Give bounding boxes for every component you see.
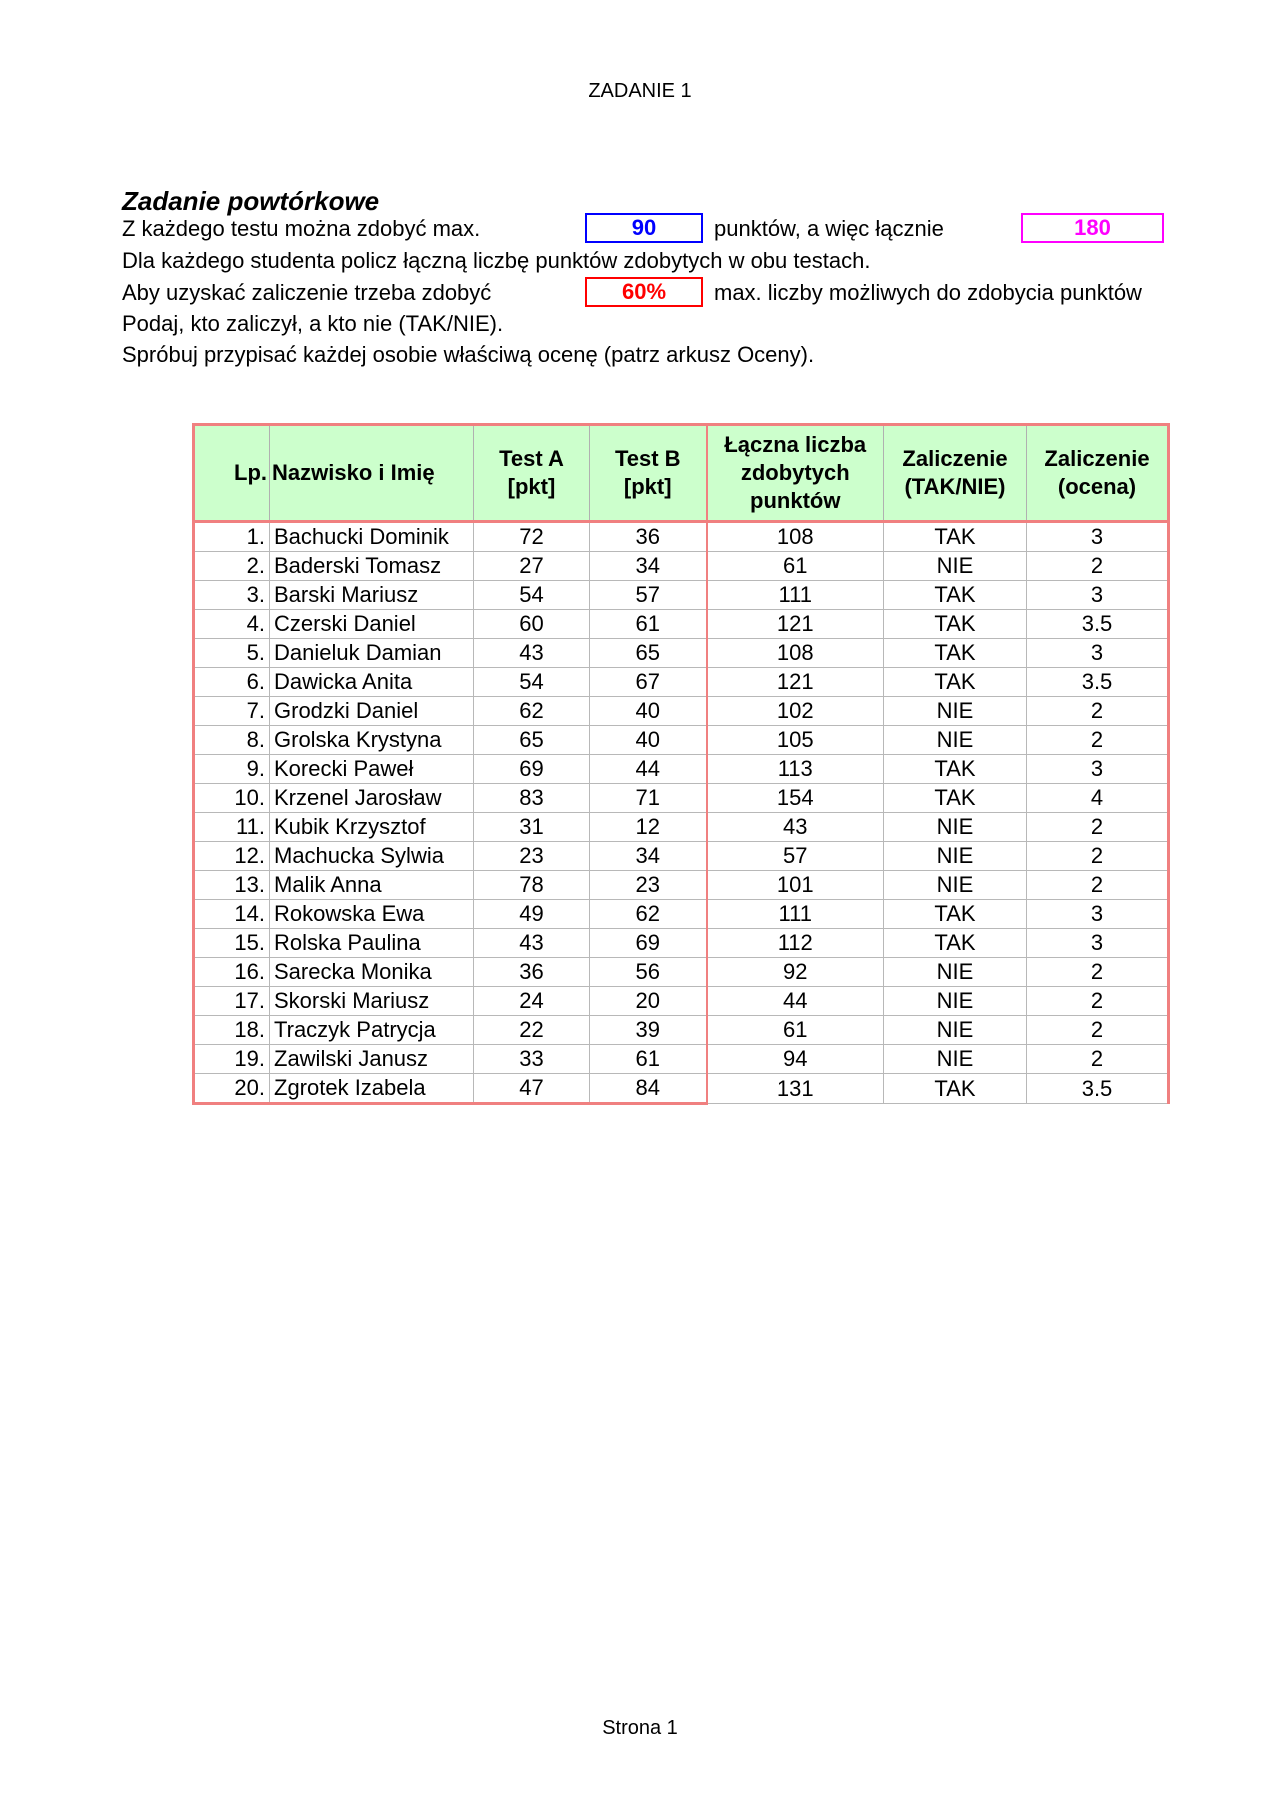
cell-pass: NIE <box>884 552 1027 581</box>
cell-test-a: 43 <box>474 639 590 668</box>
header-pass: Zaliczenie (TAK/NIE) <box>884 425 1027 522</box>
table-body <box>194 522 1169 1104</box>
cell-pass: NIE <box>884 987 1027 1016</box>
cell-total: 112 <box>707 929 884 958</box>
table-row <box>194 958 1169 987</box>
cell-test-b: 40 <box>590 697 707 726</box>
cell-test-b: 84 <box>590 1074 707 1104</box>
cell-test-a: 43 <box>474 929 590 958</box>
task-line-1 <box>122 216 480 242</box>
cell-total: 105 <box>707 726 884 755</box>
cell-pass: TAK <box>884 900 1027 929</box>
cell-grade: 2 <box>1027 987 1169 1016</box>
cell-lp: 12. <box>194 842 270 871</box>
cell-grade: 2 <box>1027 552 1169 581</box>
header-test-a: Test A [pkt] <box>474 425 590 522</box>
cell-name: Czerski Daniel <box>270 610 474 639</box>
cell-total: 94 <box>707 1045 884 1074</box>
cell-test-a: 78 <box>474 871 590 900</box>
cell-grade: 2 <box>1027 1045 1169 1074</box>
table-row <box>194 813 1169 842</box>
cell-name: Danieluk Damian <box>270 639 474 668</box>
cell-test-a: 60 <box>474 610 590 639</box>
cell-lp: 4. <box>194 610 270 639</box>
table-row <box>194 1074 1169 1104</box>
header-name: Nazwisko i Imię <box>270 425 474 522</box>
cell-name: Machucka Sylwia <box>270 842 474 871</box>
cell-name: Sarecka Monika <box>270 958 474 987</box>
max-total-box: 180 <box>1021 213 1164 243</box>
header-total: Łączna liczba zdobytych punktów <box>707 425 884 522</box>
header-grade: Zaliczenie (ocena) <box>1027 425 1169 522</box>
table-row <box>194 987 1169 1016</box>
cell-name: Grolska Krystyna <box>270 726 474 755</box>
cell-test-a: 54 <box>474 581 590 610</box>
max-per-test-box: 90 <box>585 213 703 243</box>
cell-grade: 3 <box>1027 755 1169 784</box>
cell-pass: TAK <box>884 522 1027 552</box>
cell-grade: 2 <box>1027 871 1169 900</box>
cell-test-b: 67 <box>590 668 707 697</box>
cell-test-a: 54 <box>474 668 590 697</box>
task-line-4: Podaj, kto zaliczył, a kto nie (TAK/NIE). <box>122 311 504 336</box>
page-header: ZADANIE 1 <box>588 80 692 102</box>
pass-threshold-box: 60% <box>585 277 703 307</box>
cell-total: 111 <box>707 900 884 929</box>
cell-test-b: 34 <box>590 842 707 871</box>
task-line-3-text-b: max. liczby możliwych do zdobycia punktów <box>714 280 1142 305</box>
cell-pass: TAK <box>884 639 1027 668</box>
cell-name: Grodzki Daniel <box>270 697 474 726</box>
table-row <box>194 871 1169 900</box>
cell-pass: NIE <box>884 726 1027 755</box>
cell-grade: 3 <box>1027 581 1169 610</box>
cell-pass: NIE <box>884 697 1027 726</box>
table-row <box>194 900 1169 929</box>
cell-name: Zgrotek Izabela <box>270 1074 474 1104</box>
cell-name: Bachucki Dominik <box>270 522 474 552</box>
cell-test-a: 36 <box>474 958 590 987</box>
cell-pass: TAK <box>884 610 1027 639</box>
cell-lp: 7. <box>194 697 270 726</box>
cell-test-b: 61 <box>590 1045 707 1074</box>
cell-total: 61 <box>707 552 884 581</box>
table-row <box>194 639 1169 668</box>
cell-test-a: 33 <box>474 1045 590 1074</box>
cell-pass: NIE <box>884 958 1027 987</box>
cell-name: Rolska Paulina <box>270 929 474 958</box>
task-line-5: Spróbuj przypisać każdej osobie właściwą ocenę (patrz arkusz Oceny). <box>122 342 815 367</box>
task-title: Zadanie powtórkowe <box>122 186 380 216</box>
cell-test-b: 57 <box>590 581 707 610</box>
grades-table <box>192 423 1170 1105</box>
cell-test-a: 65 <box>474 726 590 755</box>
header-test-b: Test B [pkt] <box>590 425 707 522</box>
cell-lp: 10. <box>194 784 270 813</box>
cell-pass: TAK <box>884 1074 1027 1104</box>
cell-grade: 2 <box>1027 697 1169 726</box>
cell-grade: 3 <box>1027 639 1169 668</box>
cell-pass: TAK <box>884 784 1027 813</box>
cell-total: 121 <box>707 668 884 697</box>
cell-lp: 16. <box>194 958 270 987</box>
table-row <box>194 581 1169 610</box>
cell-total: 57 <box>707 842 884 871</box>
cell-lp: 13. <box>194 871 270 900</box>
table-row <box>194 1045 1169 1074</box>
cell-grade: 2 <box>1027 1016 1169 1045</box>
cell-test-a: 62 <box>474 697 590 726</box>
cell-lp: 19. <box>194 1045 270 1074</box>
cell-test-b: 12 <box>590 813 707 842</box>
cell-grade: 3.5 <box>1027 610 1169 639</box>
cell-name: Dawicka Anita <box>270 668 474 697</box>
cell-grade: 4 <box>1027 784 1169 813</box>
cell-test-b: 36 <box>590 522 707 552</box>
table-row <box>194 784 1169 813</box>
table-row <box>194 755 1169 784</box>
cell-test-a: 31 <box>474 813 590 842</box>
cell-test-a: 23 <box>474 842 590 871</box>
table-row <box>194 522 1169 552</box>
cell-name: Krzenel Jarosław <box>270 784 474 813</box>
task-line-2: Dla każdego studenta policz łączną liczbę punktów zdobytych w obu testach. <box>122 248 871 273</box>
cell-name: Traczyk Patrycja <box>270 1016 474 1045</box>
cell-total: 101 <box>707 871 884 900</box>
cell-lp: 5. <box>194 639 270 668</box>
cell-test-b: 62 <box>590 900 707 929</box>
cell-lp: 1. <box>194 522 270 552</box>
cell-name: Korecki Paweł <box>270 755 474 784</box>
cell-test-b: 23 <box>590 871 707 900</box>
cell-total: 43 <box>707 813 884 842</box>
cell-test-b: 44 <box>590 755 707 784</box>
cell-name: Malik Anna <box>270 871 474 900</box>
cell-lp: 18. <box>194 1016 270 1045</box>
cell-grade: 2 <box>1027 958 1169 987</box>
cell-test-a: 24 <box>474 987 590 1016</box>
cell-grade: 2 <box>1027 842 1169 871</box>
header-lp: Lp. <box>194 425 270 522</box>
cell-grade: 3 <box>1027 929 1169 958</box>
cell-test-b: 56 <box>590 958 707 987</box>
cell-lp: 6. <box>194 668 270 697</box>
task-line-1-text-b: punktów, a więc łącznie <box>714 216 944 241</box>
cell-grade: 2 <box>1027 726 1169 755</box>
table-row <box>194 842 1169 871</box>
cell-test-a: 27 <box>474 552 590 581</box>
cell-pass: TAK <box>884 581 1027 610</box>
cell-grade: 3 <box>1027 900 1169 929</box>
cell-test-a: 22 <box>474 1016 590 1045</box>
cell-lp: 11. <box>194 813 270 842</box>
cell-total: 61 <box>707 1016 884 1045</box>
cell-name: Kubik Krzysztof <box>270 813 474 842</box>
cell-pass: TAK <box>884 755 1027 784</box>
cell-lp: 20. <box>194 1074 270 1104</box>
cell-test-a: 83 <box>474 784 590 813</box>
cell-grade: 2 <box>1027 813 1169 842</box>
cell-lp: 3. <box>194 581 270 610</box>
cell-lp: 14. <box>194 900 270 929</box>
table-row <box>194 697 1169 726</box>
cell-pass: NIE <box>884 1016 1027 1045</box>
cell-total: 102 <box>707 697 884 726</box>
cell-name: Barski Mariusz <box>270 581 474 610</box>
cell-total: 154 <box>707 784 884 813</box>
cell-lp: 17. <box>194 987 270 1016</box>
cell-test-b: 61 <box>590 610 707 639</box>
cell-grade: 3 <box>1027 522 1169 552</box>
table-header-row <box>194 425 1169 522</box>
cell-test-b: 20 <box>590 987 707 1016</box>
cell-total: 108 <box>707 639 884 668</box>
table-row <box>194 610 1169 639</box>
cell-total: 92 <box>707 958 884 987</box>
cell-test-b: 65 <box>590 639 707 668</box>
cell-test-b: 39 <box>590 1016 707 1045</box>
cell-test-a: 69 <box>474 755 590 784</box>
cell-total: 121 <box>707 610 884 639</box>
cell-total: 44 <box>707 987 884 1016</box>
task-line-1-text-a: Z każdego testu można zdobyć max. <box>122 216 481 241</box>
cell-test-b: 34 <box>590 552 707 581</box>
table-row <box>194 668 1169 697</box>
cell-name: Baderski Tomasz <box>270 552 474 581</box>
cell-name: Zawilski Janusz <box>270 1045 474 1074</box>
cell-lp: 2. <box>194 552 270 581</box>
cell-pass: TAK <box>884 929 1027 958</box>
cell-total: 131 <box>707 1074 884 1104</box>
cell-pass: NIE <box>884 871 1027 900</box>
cell-pass: NIE <box>884 813 1027 842</box>
cell-total: 113 <box>707 755 884 784</box>
task-line-3-text-a: Aby uzyskać zaliczenie trzeba zdobyć <box>122 280 492 305</box>
table-row <box>194 1016 1169 1045</box>
cell-grade: 3.5 <box>1027 1074 1169 1104</box>
cell-lp: 9. <box>194 755 270 784</box>
cell-total: 111 <box>707 581 884 610</box>
cell-test-b: 71 <box>590 784 707 813</box>
cell-total: 108 <box>707 522 884 552</box>
cell-test-b: 40 <box>590 726 707 755</box>
cell-test-a: 72 <box>474 522 590 552</box>
cell-grade: 3.5 <box>1027 668 1169 697</box>
cell-pass: NIE <box>884 1045 1027 1074</box>
cell-pass: TAK <box>884 668 1027 697</box>
cell-name: Rokowska Ewa <box>270 900 474 929</box>
cell-test-b: 69 <box>590 929 707 958</box>
cell-pass: NIE <box>884 842 1027 871</box>
cell-test-a: 47 <box>474 1074 590 1104</box>
table-row <box>194 929 1169 958</box>
cell-lp: 8. <box>194 726 270 755</box>
table-row <box>194 726 1169 755</box>
cell-test-a: 49 <box>474 900 590 929</box>
cell-name: Skorski Mariusz <box>270 987 474 1016</box>
cell-lp: 15. <box>194 929 270 958</box>
page-footer: Strona 1 <box>602 1717 678 1739</box>
table-row <box>194 552 1169 581</box>
